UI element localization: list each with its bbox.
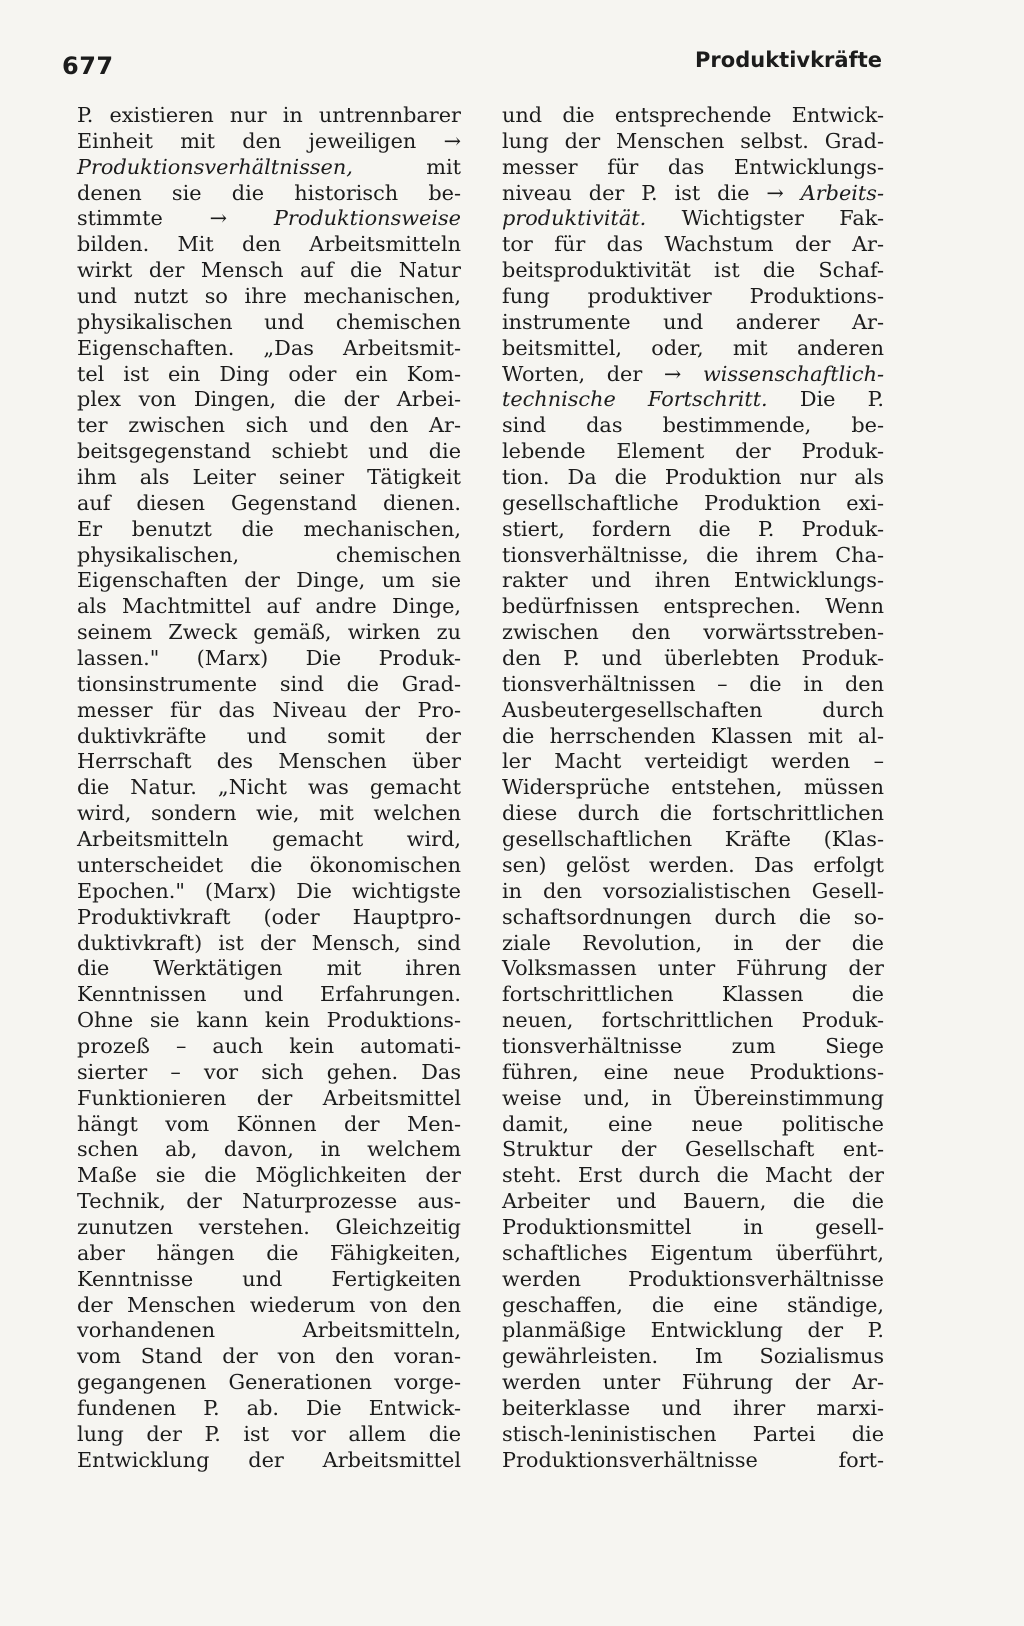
text-line: sen) gelöst werden. Das erfolgt [502,852,884,877]
text-line: Produktionsverhältnissen, mit [77,154,461,179]
text-line: vom Stand der von den voran- [77,1344,461,1369]
text-line: damit, eine neue politische [502,1111,884,1136]
text-line: führen, eine neue Produktions- [502,1059,884,1084]
text-line: beitsproduktivität ist die Schaf- [502,258,884,283]
text-line: und nutzt so ihre mechanischen, [77,284,461,309]
text-line: Struktur der Gesellschaft ent- [502,1137,884,1162]
text-line: zwischen den vorwärtsstreben- [502,620,884,645]
text-line: zunutzen verstehen. Gleichzeitig [77,1214,461,1239]
text-line: als Machtmittel auf andre Dinge, [77,594,461,619]
text-line: in den vorsozialistischen Gesell- [502,878,884,903]
text-line: Er benutzt die mechanischen, [77,516,461,541]
text-line: duktivkräfte und somit der [77,723,461,748]
text-line: produktivität. Wichtigster Fak- [502,206,884,231]
text-line: tionsverhältnisse, die ihrem Cha- [502,542,884,567]
text-line: geschaffen, die eine ständige, [502,1292,884,1317]
text-line: technische Fortschritt. Die P. [502,387,884,412]
text-line: bilden. Mit den Arbeitsmitteln [77,232,461,257]
text-line: Ohne sie kann kein Produktions- [77,1008,461,1033]
text-line: physikalischen und chemischen [77,309,461,334]
text-line: tionsverhältnisse zum Siege [502,1033,884,1058]
text-line: Epochen." (Marx) Die wichtigste [77,878,461,903]
text-line: Produktivkraft (oder Hauptpro- [77,904,461,929]
text-line: Eigenschaften. „Das Arbeitsmit- [77,335,461,360]
text-line: Volksmassen unter Führung der [502,956,884,981]
right-text-column [502,103,884,1474]
text-line: die herrschenden Klassen mit al- [502,723,884,748]
text-line: auf diesen Gegenstand dienen. [77,490,461,515]
text-line: Produktionsverhältnisse fort- [502,1447,884,1472]
text-line: duktivkraft) ist der Mensch, sind [77,930,461,955]
text-line: gewährleisten. Im Sozialismus [502,1344,884,1369]
text-line: aber hängen die Fähigkeiten, [77,1240,461,1265]
text-line: seinem Zweck gemäß, wirken zu [77,620,461,645]
text-line: plex von Dingen, die der Arbei- [77,387,461,412]
left-text-column [77,103,461,1474]
text-line: tion. Da die Produktion nur als [502,465,884,490]
text-line: beitsgegenstand schiebt und die [77,439,461,464]
text-line: prozeß – auch kein automati- [77,1033,461,1058]
text-line: stiert, fordern die P. Produk- [502,516,884,541]
text-line: Kenntnisse und Fertigkeiten [77,1266,461,1291]
text-line: Kenntnissen und Erfahrungen. [77,982,461,1007]
text-line: instrumente und anderer Ar- [502,309,884,334]
text-line: stisch-leninistischen Partei die [502,1421,884,1446]
text-line: physikalischen, chemischen [77,542,461,567]
text-line: gesellschaftliche Produktion exi- [502,490,884,515]
text-line: die Werktätigen mit ihren [77,956,461,981]
text-line: Ausbeutergesellschaften durch [502,697,884,722]
text-line: ter zwischen sich und den Ar- [77,413,461,438]
text-line: lassen." (Marx) Die Produk- [77,646,461,671]
text-line: Maße sie die Möglichkeiten der [77,1163,461,1188]
text-line: fortschrittlichen Klassen die [502,982,884,1007]
text-line: denen sie die historisch be- [77,180,461,205]
text-line: planmäßige Entwicklung der P. [502,1318,884,1343]
text-line: der Menschen wiederum von den [77,1292,461,1317]
running-head: Produktivkräfte [695,48,882,72]
text-line: schaftliches Eigentum überführt, [502,1240,884,1265]
text-line: tionsverhältnissen – die in den [502,671,884,696]
text-line: neuen, fortschrittlichen Produk- [502,1008,884,1033]
text-line: Entwicklung der Arbeitsmittel [77,1447,461,1472]
text-line: schaftsordnungen durch die so- [502,904,884,929]
text-line: werden unter Führung der Ar- [502,1370,884,1395]
text-line: hängt vom Können der Men- [77,1111,461,1136]
text-line: stimmte → Produktionsweise [77,206,461,231]
text-line: niveau der P. ist die → Arbeits- [502,180,884,205]
text-line: den P. und überlebten Produk- [502,646,884,671]
text-line: Widersprüche entstehen, müssen [502,775,884,800]
text-line: die Natur. „Nicht was gemacht [77,775,461,800]
text-line: P. existieren nur in untrennbarer [77,103,461,127]
text-line: tor für das Wachstum der Ar- [502,232,884,257]
text-line: Funktionieren der Arbeitsmittel [77,1085,461,1110]
text-line: werden Produktionsverhältnisse [502,1266,884,1291]
text-line: Worten, der → wissenschaftlich- [502,361,884,386]
text-line: ziale Revolution, in der die [502,930,884,955]
text-line: gegangenen Generationen vorge- [77,1370,461,1395]
text-line: weise und, in Übereinstimmung [502,1085,884,1110]
text-line: beiterklasse und ihrer marxi- [502,1395,884,1420]
text-line: lebende Element der Produk- [502,439,884,464]
text-line: sind das bestimmende, be- [502,413,884,438]
text-line: fundenen P. ab. Die Entwick- [77,1395,461,1420]
text-line: Arbeitsmitteln gemacht wird, [77,827,461,852]
page-number: 677 [62,52,114,80]
text-line: unterscheidet die ökonomischen [77,852,461,877]
text-line: und die entsprechende Entwick- [502,103,884,127]
text-line: gesellschaftlichen Kräfte (Klas- [502,827,884,852]
text-line: messer für das Niveau der Pro- [77,697,461,722]
text-line: Arbeiter und Bauern, die die [502,1189,884,1214]
text-line: messer für das Entwicklungs- [502,154,884,179]
text-line: Technik, der Naturprozesse aus- [77,1189,461,1214]
text-line: Produktionsmittel in gesell- [502,1214,884,1239]
text-line: vorhandenen Arbeitsmitteln, [77,1318,461,1343]
text-line: Herrschaft des Menschen über [77,749,461,774]
text-line: tionsinstrumente sind die Grad- [77,671,461,696]
text-line: diese durch die fortschrittlichen [502,801,884,826]
text-line: lung der P. ist vor allem die [77,1421,461,1446]
text-line: bedürfnissen entsprechen. Wenn [502,594,884,619]
text-line: Eigenschaften der Dinge, um sie [77,568,461,593]
text-line: lung der Menschen selbst. Grad- [502,128,884,153]
text-line: tel ist ein Ding oder ein Kom- [77,361,461,386]
text-line: Einheit mit den jeweiligen → [77,128,461,153]
text-line: wird, sondern wie, mit welchen [77,801,461,826]
text-line: sierter – vor sich gehen. Das [77,1059,461,1084]
text-line: steht. Erst durch die Macht der [502,1163,884,1188]
text-line: fung produktiver Produktions- [502,284,884,309]
text-line: wirkt der Mensch auf die Natur [77,258,461,283]
text-line: ler Macht verteidigt werden – [502,749,884,774]
text-line: ihm als Leiter seiner Tätigkeit [77,465,461,490]
text-line: schen ab, davon, in welchem [77,1137,461,1162]
text-line: beitsmittel, oder, mit anderen [502,335,884,360]
text-line: rakter und ihren Entwicklungs- [502,568,884,593]
